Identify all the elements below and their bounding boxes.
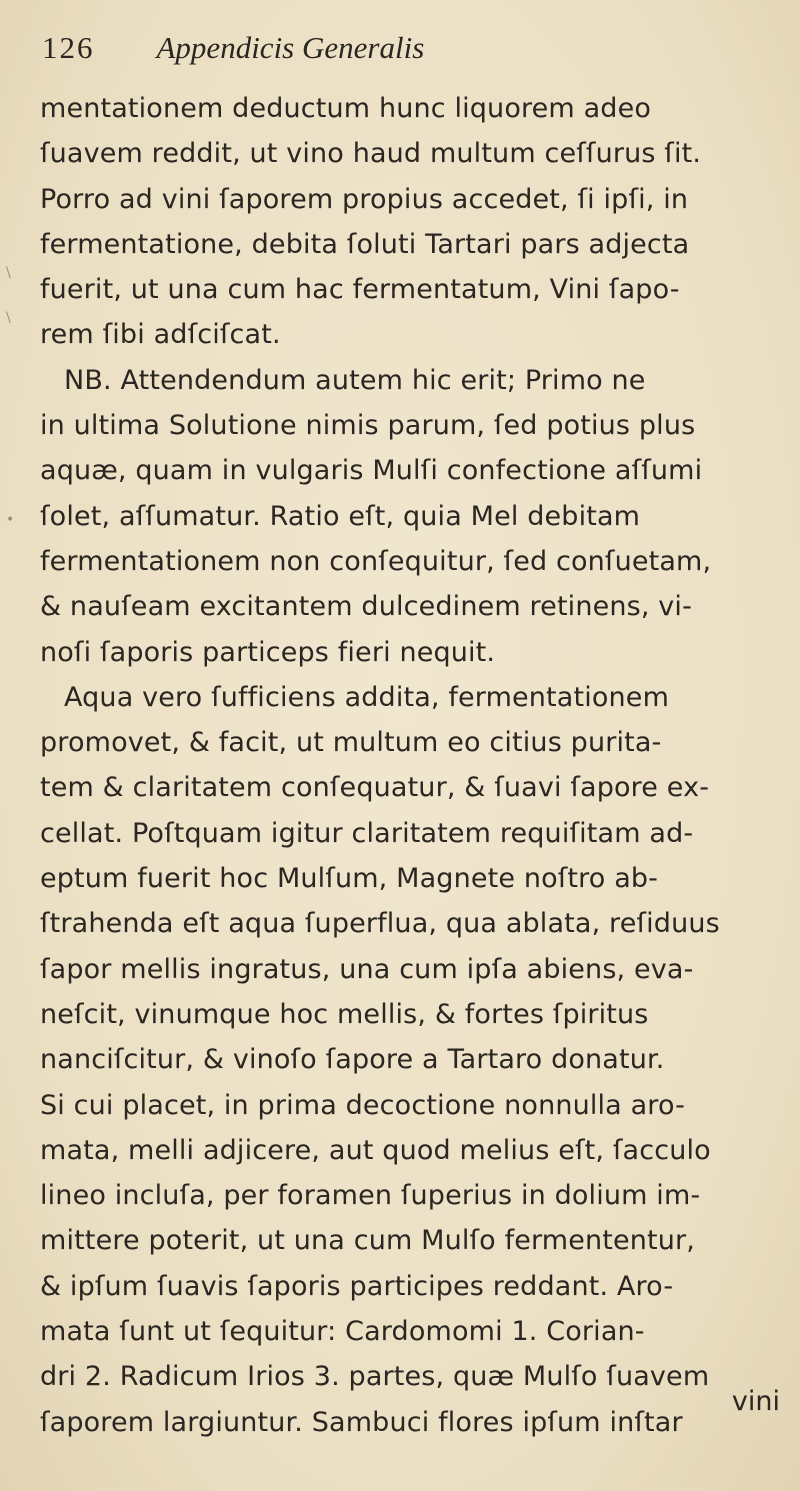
text-line: Si cui placet, in prima decoctione nonnulla aro- [40, 1089, 686, 1121]
text-line: & ipſum ſuavis ſaporis participes reddant. Aro- [40, 1270, 674, 1302]
text-line: noſi ſaporis particeps fieri nequit. [40, 636, 496, 668]
text-line: aquæ, quam in vulgaris Mulſi confectione aſſumi [40, 455, 703, 487]
text-line: neſcit, vinumque hoc mellis, & fortes ſpiritus [40, 998, 649, 1030]
text-line: mata, melli adjicere, aut quod melius eſt, ſacculo [40, 1134, 711, 1166]
margin-mark: \ [6, 310, 11, 326]
text-line: ſtrahenda eſt aqua ſuperflua, qua ablata, reſiduus [40, 908, 720, 940]
margin-mark: \ [6, 265, 11, 281]
body-text [40, 86, 800, 1445]
text-line: NB. Attendendum autem hic erit; Primo ne [64, 364, 646, 396]
text-line: in ultima Solutione nimis parum, ſed potius plus [40, 410, 696, 442]
margin-mark: • [6, 512, 15, 528]
text-line: ſapor mellis ingratus, una cum ipſa abiens, eva- [40, 953, 694, 985]
text-line: mentationem deductum hunc liquorem adeo [40, 93, 652, 124]
text-line: fuerit, ut una cum hac fermentatum, Vini ſapo- [40, 274, 680, 306]
text-line: promovet, & facit, ut multum eo citius purita- [40, 727, 662, 759]
text-line: rem ſibi adſciſcat. [40, 319, 281, 351]
text-line: fermentatione, debita ſoluti Tartari pars adjecta [40, 228, 690, 260]
text-line: ſuavem reddit, ut vino haud multum ceſſurus ſit. [40, 138, 702, 170]
running-head: Appendicis Generalis [156, 30, 425, 65]
text-line: dri 2. Radicum Irios 3. partes, quæ Mulſo ſuavem [40, 1361, 710, 1393]
page-number: 126 [42, 30, 95, 65]
catchword: vini [731, 1386, 780, 1417]
text-line: Porro ad vini ſaporem propius accedet, ſi ipſi, in [40, 183, 689, 215]
text-line: fermentationem non conſequitur, ſed conſuetam, [40, 545, 712, 577]
text-line: & nauſeam excitantem dulcedinem retinens, vi- [40, 591, 692, 623]
text-line: mittere poterit, ut una cum Mulſo fermententur, [40, 1225, 695, 1257]
text-line: nanciſcitur, & vinoſo ſapore a Tartaro donatur. [40, 1044, 665, 1076]
text-line: mata ſunt ut ſequitur: Cardomomi 1. Corian- [40, 1316, 645, 1348]
text-line: eptum fuerit hoc Mulſum, Magnete noſtro ab- [40, 863, 659, 895]
text-line: tem & claritatem conſequatur, & ſuavi ſapore ex- [40, 772, 710, 804]
text-line: lineo incluſa, per foramen ſuperius in dolium im- [40, 1180, 701, 1212]
text-line: ſaporem largiuntur. Sambuci flores ipſum inſtar [40, 1406, 683, 1438]
page-header [42, 30, 760, 80]
text-line: cellat. Poſtquam igitur claritatem requiſitam ad- [40, 817, 694, 849]
text-line: Aqua vero ſufficiens addita, fermentationem [64, 681, 670, 713]
text-line: ſolet, aſſumatur. Ratio eſt, quia Mel debitam [40, 500, 641, 532]
